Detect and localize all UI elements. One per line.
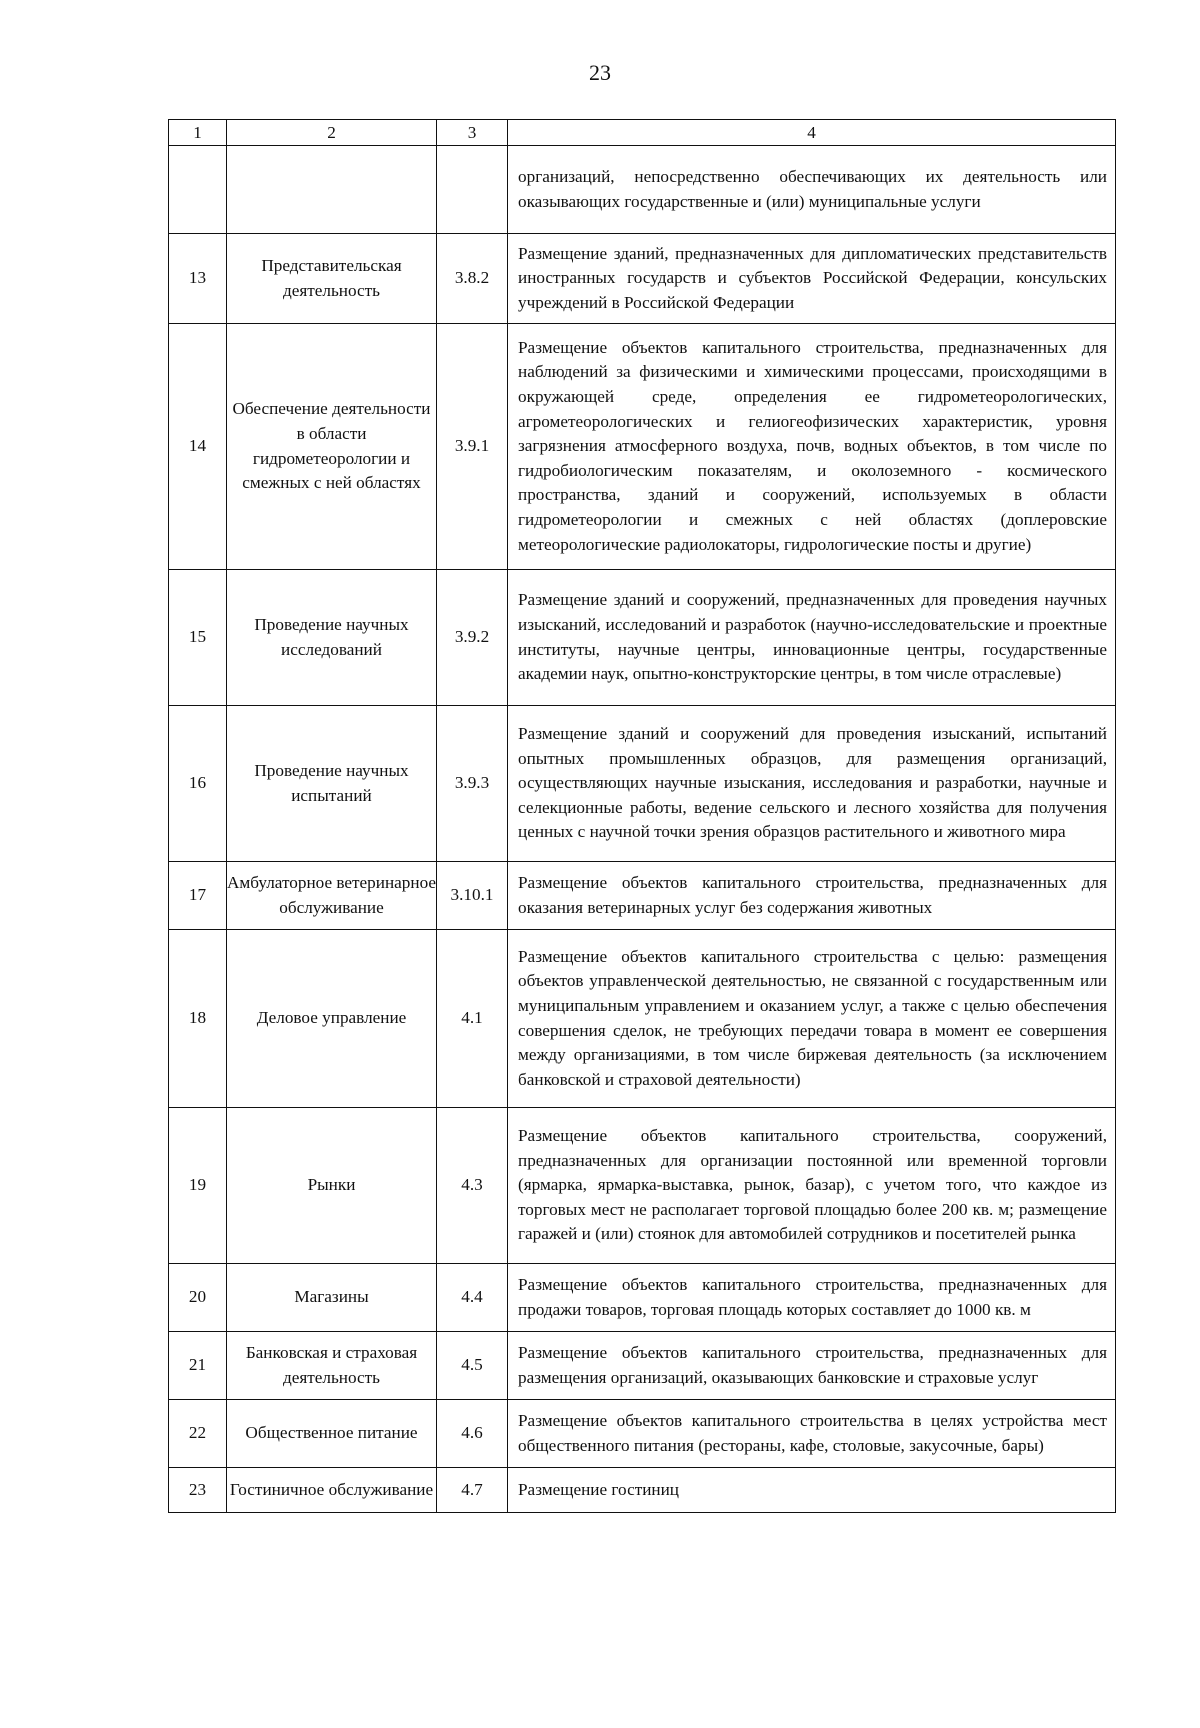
use-type-code: 4.5 [437, 1332, 508, 1400]
use-type-name: Представительская деятельность [227, 234, 437, 324]
use-type-description: Размещение объектов капитального строительства, предназначенных для оказания ветеринарных услуг без содержания животных [508, 862, 1116, 930]
use-type-name: Проведение научных испытаний [227, 706, 437, 862]
use-type-description: Размещение объектов капитального строительства с целью: размещения объектов управленческой деятельностью, не связанной с государственным или муниципальным управлением и оказанием услуг, а также с целью обеспечения совершения сделок, не требующих передачи товара в момент ее совершения между организациями, в том числе биржевая деятельность (за исключением банковской и страховой деятельности) [508, 930, 1116, 1108]
use-type-code [437, 146, 508, 234]
use-type-code: 4.4 [437, 1264, 508, 1332]
use-type-description: Размещение зданий и сооружений для проведения изысканий, испытаний опытных промышленных образцов, для размещения организаций, осуществляющих научные изыскания, исследования и разработки, научные и селекционные работы, ведение сельского и лесного хозяйства для получения ценных с научной точки зрения образцов растительного и животного мира [508, 706, 1116, 862]
use-type-description: Размещение зданий и сооружений, предназначенных для проведения научных изысканий, исследований и разработок (научно-исследовательские и проектные институты, научные центры, инновационные центры, государственные академии наук, опытно-конструкторские центры, в том числе отраслевые) [508, 570, 1116, 706]
use-type-name: Амбулаторное ветеринарное обслуживание [227, 862, 437, 930]
use-type-name: Банковская и страховая деятельность [227, 1332, 437, 1400]
table-row [169, 1108, 1116, 1264]
use-type-code: 3.9.2 [437, 570, 508, 706]
use-type-name: Магазины [227, 1264, 437, 1332]
use-type-code: 3.9.1 [437, 324, 508, 570]
header-cell-3: 3 [437, 120, 508, 146]
use-type-description: Размещение зданий, предназначенных для дипломатических представительств иностранных государств и субъектов Российской Федерации, консульских учреждений в Российской Федерации [508, 234, 1116, 324]
use-type-code: 4.1 [437, 930, 508, 1108]
land-use-table [168, 119, 1116, 1513]
use-type-code: 3.9.3 [437, 706, 508, 862]
header-cell-1: 1 [169, 120, 227, 146]
row-number [169, 146, 227, 234]
header-cell-2: 2 [227, 120, 437, 146]
table-row [169, 1400, 1116, 1468]
row-number: 22 [169, 1400, 227, 1468]
use-type-description: Размещение объектов капитального строительства, предназначенных для наблюдений за физическими и химическими процессами, происходящими в окружающей среде, определения ее гидрометеорологических, агрометеорологических и гелиогеофизических характеристик, уровня загрязнения атмосферного воздуха, почв, водных объектов, в том числе по гидробиологическим показателям, и околоземного - космического пространства, зданий и сооружений, используемых в области гидрометеорологии и смежных с ней областях (доплеровские метеорологические радиолокаторы, гидрологические посты и другие) [508, 324, 1116, 570]
row-number: 13 [169, 234, 227, 324]
use-type-code: 4.3 [437, 1108, 508, 1264]
use-type-description: Размещение гостиниц [508, 1468, 1116, 1513]
use-type-name: Деловое управление [227, 930, 437, 1108]
table-header-row [169, 120, 1116, 146]
use-type-code: 3.8.2 [437, 234, 508, 324]
row-number: 15 [169, 570, 227, 706]
table-row [169, 1332, 1116, 1400]
table-row [169, 1264, 1116, 1332]
use-type-name: Обеспечение деятельности в области гидрометеорологии и смежных с ней областях [227, 324, 437, 570]
table-row [169, 862, 1116, 930]
use-type-description: Размещение объектов капитального строительства, предназначенных для продажи товаров, торговая площадь которых составляет до 1000 кв. м [508, 1264, 1116, 1332]
table-row [169, 570, 1116, 706]
table-row [169, 706, 1116, 862]
row-number: 17 [169, 862, 227, 930]
use-type-description: организаций, непосредственно обеспечивающих их деятельность или оказывающих государственные и (или) муниципальные услуги [508, 146, 1116, 234]
use-type-code: 4.7 [437, 1468, 508, 1513]
row-number: 21 [169, 1332, 227, 1400]
header-cell-4: 4 [508, 120, 1116, 146]
page-number: 23 [589, 60, 611, 85]
table-row [169, 146, 1116, 234]
table-row [169, 1468, 1116, 1513]
use-type-name: Общественное питание [227, 1400, 437, 1468]
use-type-description: Размещение объектов капитального строительства, сооружений, предназначенных для организации постоянной или временной торговли (ярмарка, ярмарка-выставка, рынок, базар), с учетом того, что каждое из торговых мест не располагает торговой площадью более 200 кв. м; размещение гаражей и (или) стоянок для автомобилей сотрудников и посетителей рынка [508, 1108, 1116, 1264]
row-number: 23 [169, 1468, 227, 1513]
row-number: 14 [169, 324, 227, 570]
use-type-code: 4.6 [437, 1400, 508, 1468]
table-row [169, 234, 1116, 324]
use-type-name: Рынки [227, 1108, 437, 1264]
use-type-description: Размещение объектов капитального строительства, предназначенных для размещения организаций, оказывающих банковские и страховые услуг [508, 1332, 1116, 1400]
use-type-name: Проведение научных исследований [227, 570, 437, 706]
table-body [169, 120, 1116, 1513]
use-type-name [227, 146, 437, 234]
use-type-description: Размещение объектов капитального строительства в целях устройства мест общественного питания (рестораны, кафе, столовые, закусочные, бары) [508, 1400, 1116, 1468]
table-row [169, 930, 1116, 1108]
table-row [169, 324, 1116, 570]
use-type-code: 3.10.1 [437, 862, 508, 930]
row-number: 20 [169, 1264, 227, 1332]
row-number: 19 [169, 1108, 227, 1264]
row-number: 16 [169, 706, 227, 862]
row-number: 18 [169, 930, 227, 1108]
use-type-name: Гостиничное обслуживание [227, 1468, 437, 1513]
